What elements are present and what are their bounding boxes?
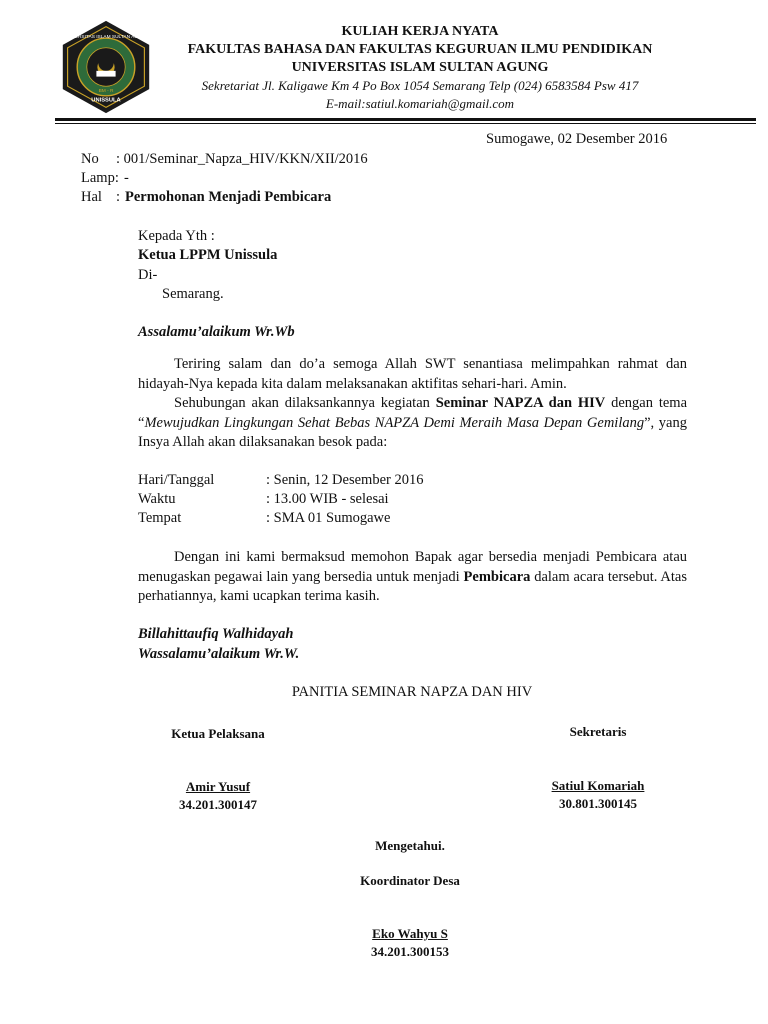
no-value: : 001/Seminar_Napza_HIV/KKN/XII/2016: [116, 151, 368, 167]
letterhead-rule-thick: [55, 118, 756, 121]
schedule-value-hari: : Senin, 12 Desember 2016: [266, 472, 424, 488]
body-paragraph-3: [138, 548, 687, 607]
svg-text:UNIVERSITAS ISLAM SULTAN AGUNG: UNIVERSITAS ISLAM SULTAN AGUNG: [63, 35, 149, 41]
center-signatory-id: 34.201.300153: [371, 944, 449, 959]
right-signatory-name: Satiul Komariah: [551, 778, 645, 793]
letterhead-line1: KULIAH KERJA NYATA: [341, 24, 499, 39]
mengetahui-label: Mengetahui.: [375, 838, 445, 853]
lamp-value: -: [124, 170, 129, 186]
schedule-label-tempat: Tempat: [138, 510, 182, 526]
letter-date: Sumogawe, 02 Desember 2016: [486, 131, 668, 147]
letterhead-email: E-mail:satiul.komariah@gmail.com: [325, 96, 515, 111]
committee-title: PANITIA SEMINAR NAPZA DAN HIV: [291, 684, 533, 700]
left-signatory-id: 34.201.300147: [179, 797, 257, 812]
letterhead-rule-thin: [55, 123, 756, 124]
greeting: Assalamu’alaikum Wr.Wb: [138, 324, 295, 340]
p2-text-c: ”, yang Insya Allah akan dilaksanakan besok pada:: [138, 414, 687, 451]
schedule-value-waktu: : 13.00 WIB - selesai: [266, 491, 389, 507]
p2-text-a: Sehubungan akan dilaksankannya kegiatan: [174, 395, 430, 411]
center-signatory-name: Eko Wahyu S: [372, 926, 448, 941]
schedule-value-tempat: : SMA 01 Sumogawe: [266, 510, 391, 526]
hal-colon: :: [116, 189, 121, 205]
lamp-label: Lamp:: [81, 170, 119, 186]
schedule-label-hari: Hari/Tanggal: [138, 472, 215, 488]
right-signatory-role: Sekretaris: [569, 724, 627, 739]
closing-line1: Billahittaufiq Walhidayah: [138, 626, 294, 642]
recipient-kepada: Kepada Yth :: [138, 228, 215, 244]
body-paragraph-2: [138, 394, 687, 453]
recipient-di: Di-: [138, 267, 158, 283]
university-logo: [58, 19, 154, 115]
right-signatory-id: 30.801.300145: [559, 796, 637, 811]
no-label: No: [81, 151, 99, 167]
letterhead-address: Sekretariat Jl. Kaligawe Km 4 Po Box 1054 Semarang Telp (024) 6583584 Psw 417: [201, 78, 639, 93]
hal-label: Hal: [81, 189, 102, 205]
svg-text:BM - R: BM - R: [98, 88, 114, 94]
p2-theme: Mewujudkan Lingkungan Sehat Bebas NAPZA Demi Meraih Masa Depan Gemilang: [144, 414, 645, 431]
center-signatory-role: Koordinator Desa: [360, 873, 460, 888]
closing-line2: Wassalamu’alaikum Wr.W.: [138, 646, 300, 662]
hal-value: Permohonan Menjadi Pembicara: [125, 189, 332, 205]
p3-bold: Pembicara: [463, 568, 531, 585]
left-signatory-name: Amir Yusuf: [185, 779, 251, 794]
body-paragraph-1: Teriring salam dan do’a semoga Allah SWT senantiasa melimpahkan rahmat dan hidayah-Nya kepada kita dalam melaksanakan aktifitas sehari-hari. Amin.: [138, 356, 687, 392]
letterhead-line2: FAKULTAS BAHASA DAN FAKULTAS KEGURUAN ILMU PENDIDIKAN: [187, 42, 653, 57]
schedule-label-waktu: Waktu: [138, 491, 176, 507]
svg-text:UNISSULA: UNISSULA: [91, 97, 121, 104]
recipient-name: Ketua LPPM Unissula: [138, 247, 278, 263]
recipient-city: Semarang.: [162, 286, 224, 302]
letterhead-line3: UNIVERSITAS ISLAM SULTAN AGUNG: [291, 60, 549, 75]
p2-event-name: Seminar NAPZA dan HIV: [435, 395, 606, 411]
p2-text-b: dengan tema “: [138, 395, 687, 431]
left-signatory-role: Ketua Pelaksana: [171, 726, 265, 741]
p3-text-a: Dengan ini kami bermaksud memohon Bapak agar bersedia menjadi Pembicara atau menugaskan pegawai lain yang bersedia untuk menjadi: [138, 549, 687, 585]
p3-text-b: dalam acara tersebut. Atas perhatiannya, kami ucapkan terima kasih.: [138, 568, 687, 605]
